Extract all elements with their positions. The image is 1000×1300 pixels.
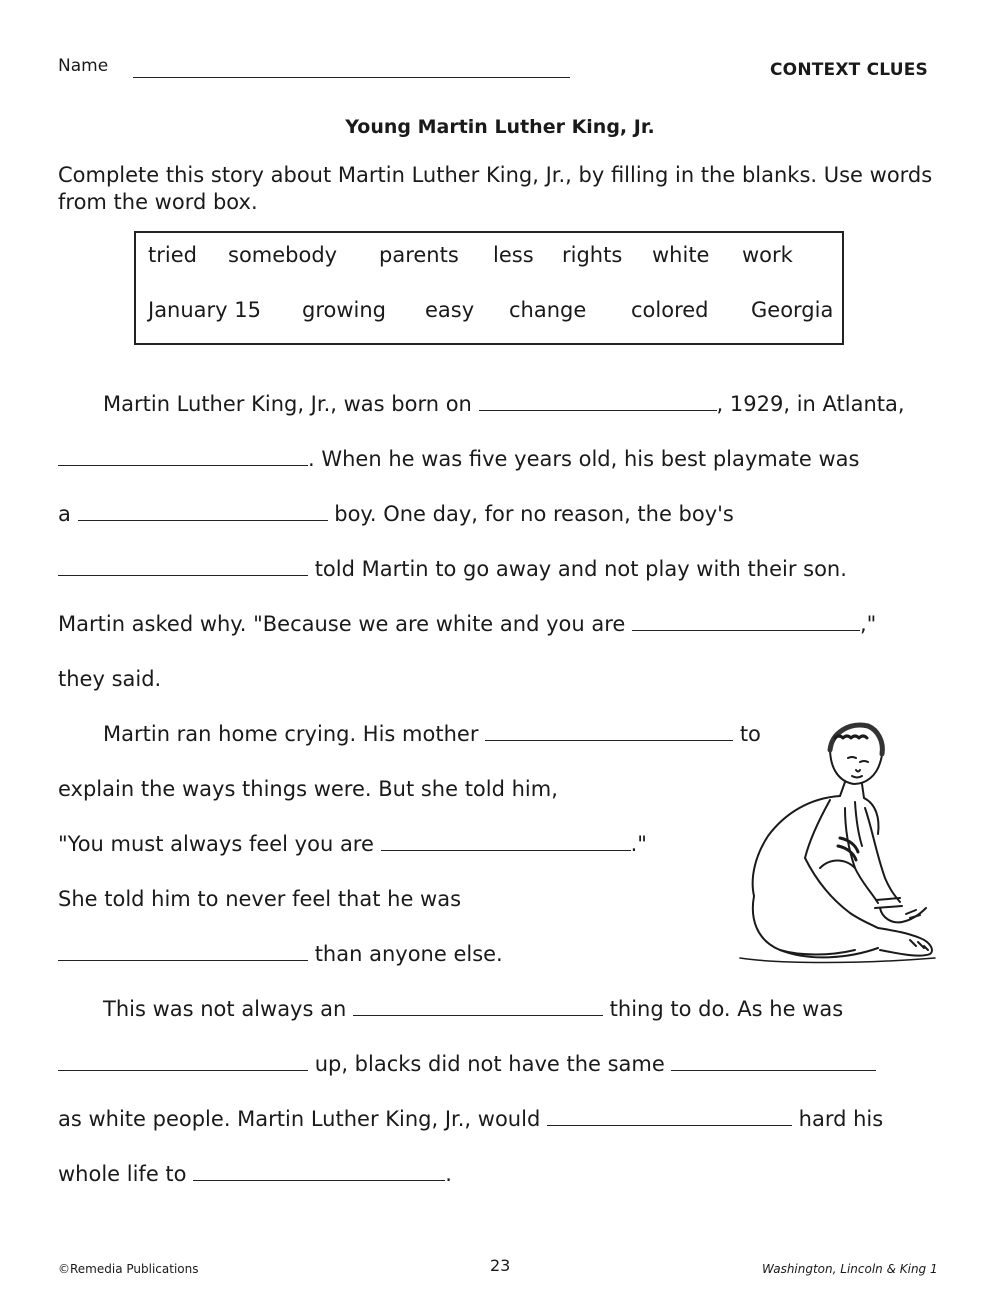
story-line: This was not always an thing to do. As he was <box>103 997 844 1021</box>
story-line: whole life to . <box>58 1162 452 1186</box>
name-field-line[interactable] <box>133 77 570 78</box>
word-box-word: rights <box>562 243 623 267</box>
blank-2[interactable] <box>58 447 308 466</box>
word-box-word: growing <box>302 298 386 322</box>
word-box-word: less <box>493 243 534 267</box>
story-line: She told him to never feel that he was <box>58 887 462 911</box>
story-line: . When he was five years old, his best playmate was <box>58 445 859 473</box>
story-line: Martin Luther King, Jr., was born on , 1929, in Atlanta, <box>103 392 905 416</box>
page-number: 23 <box>490 1256 511 1275</box>
word-box-word: easy <box>425 298 475 322</box>
blank-13[interactable] <box>193 1162 445 1181</box>
publisher-credit: ©Remedia Publications <box>58 1262 199 1276</box>
word-box-word: tried <box>148 243 197 267</box>
story-line: up, blacks did not have the same <box>58 1050 876 1078</box>
word-box-word: somebody <box>228 243 338 267</box>
word-box-word: Georgia <box>751 298 834 322</box>
word-box-word: white <box>652 243 710 267</box>
story-line: a boy. One day, for no reason, the boy's <box>58 502 734 526</box>
instructions: Complete this story about Martin Luther King, Jr., by filling in the blanks. Use words from the word box. <box>58 163 933 214</box>
blank-12[interactable] <box>547 1107 792 1126</box>
word-box-word: January 15 <box>148 298 262 322</box>
blank-3[interactable] <box>78 502 328 521</box>
book-title: Washington, Lincoln & King 1 <box>762 1262 938 1276</box>
blank-8[interactable] <box>58 942 308 961</box>
word-box-word: parents <box>379 243 459 267</box>
word-box <box>134 231 844 345</box>
blank-5[interactable] <box>632 612 860 631</box>
blank-11[interactable] <box>671 1052 876 1071</box>
story-line: they said. <box>58 667 162 691</box>
story-line: than anyone else. <box>58 940 503 968</box>
story-line: told Martin to go away and not play with their son. <box>58 555 847 583</box>
sitting-boy-illustration <box>680 718 945 968</box>
story-line: as white people. Martin Luther King, Jr., would hard his <box>58 1107 884 1131</box>
blank-7[interactable] <box>381 832 631 851</box>
blank-1[interactable] <box>479 392 717 411</box>
story-line: Martin asked why. "Because we are white and you are ," <box>58 612 877 636</box>
blank-4[interactable] <box>58 557 308 576</box>
name-label: Name <box>58 56 109 76</box>
section-label: CONTEXT CLUES <box>770 60 928 80</box>
word-box-word: colored <box>631 298 709 322</box>
blank-10[interactable] <box>58 1052 308 1071</box>
story-line: "You must always feel you are ." <box>58 832 647 856</box>
story-line: Martin ran home crying. His mother to <box>103 722 761 746</box>
blank-9[interactable] <box>353 997 603 1016</box>
word-box-word: change <box>509 298 587 322</box>
worksheet-title: Young Martin Luther King, Jr. <box>345 116 655 138</box>
story-line: explain the ways things were. But she told him, <box>58 777 558 801</box>
word-box-word: work <box>742 243 793 267</box>
